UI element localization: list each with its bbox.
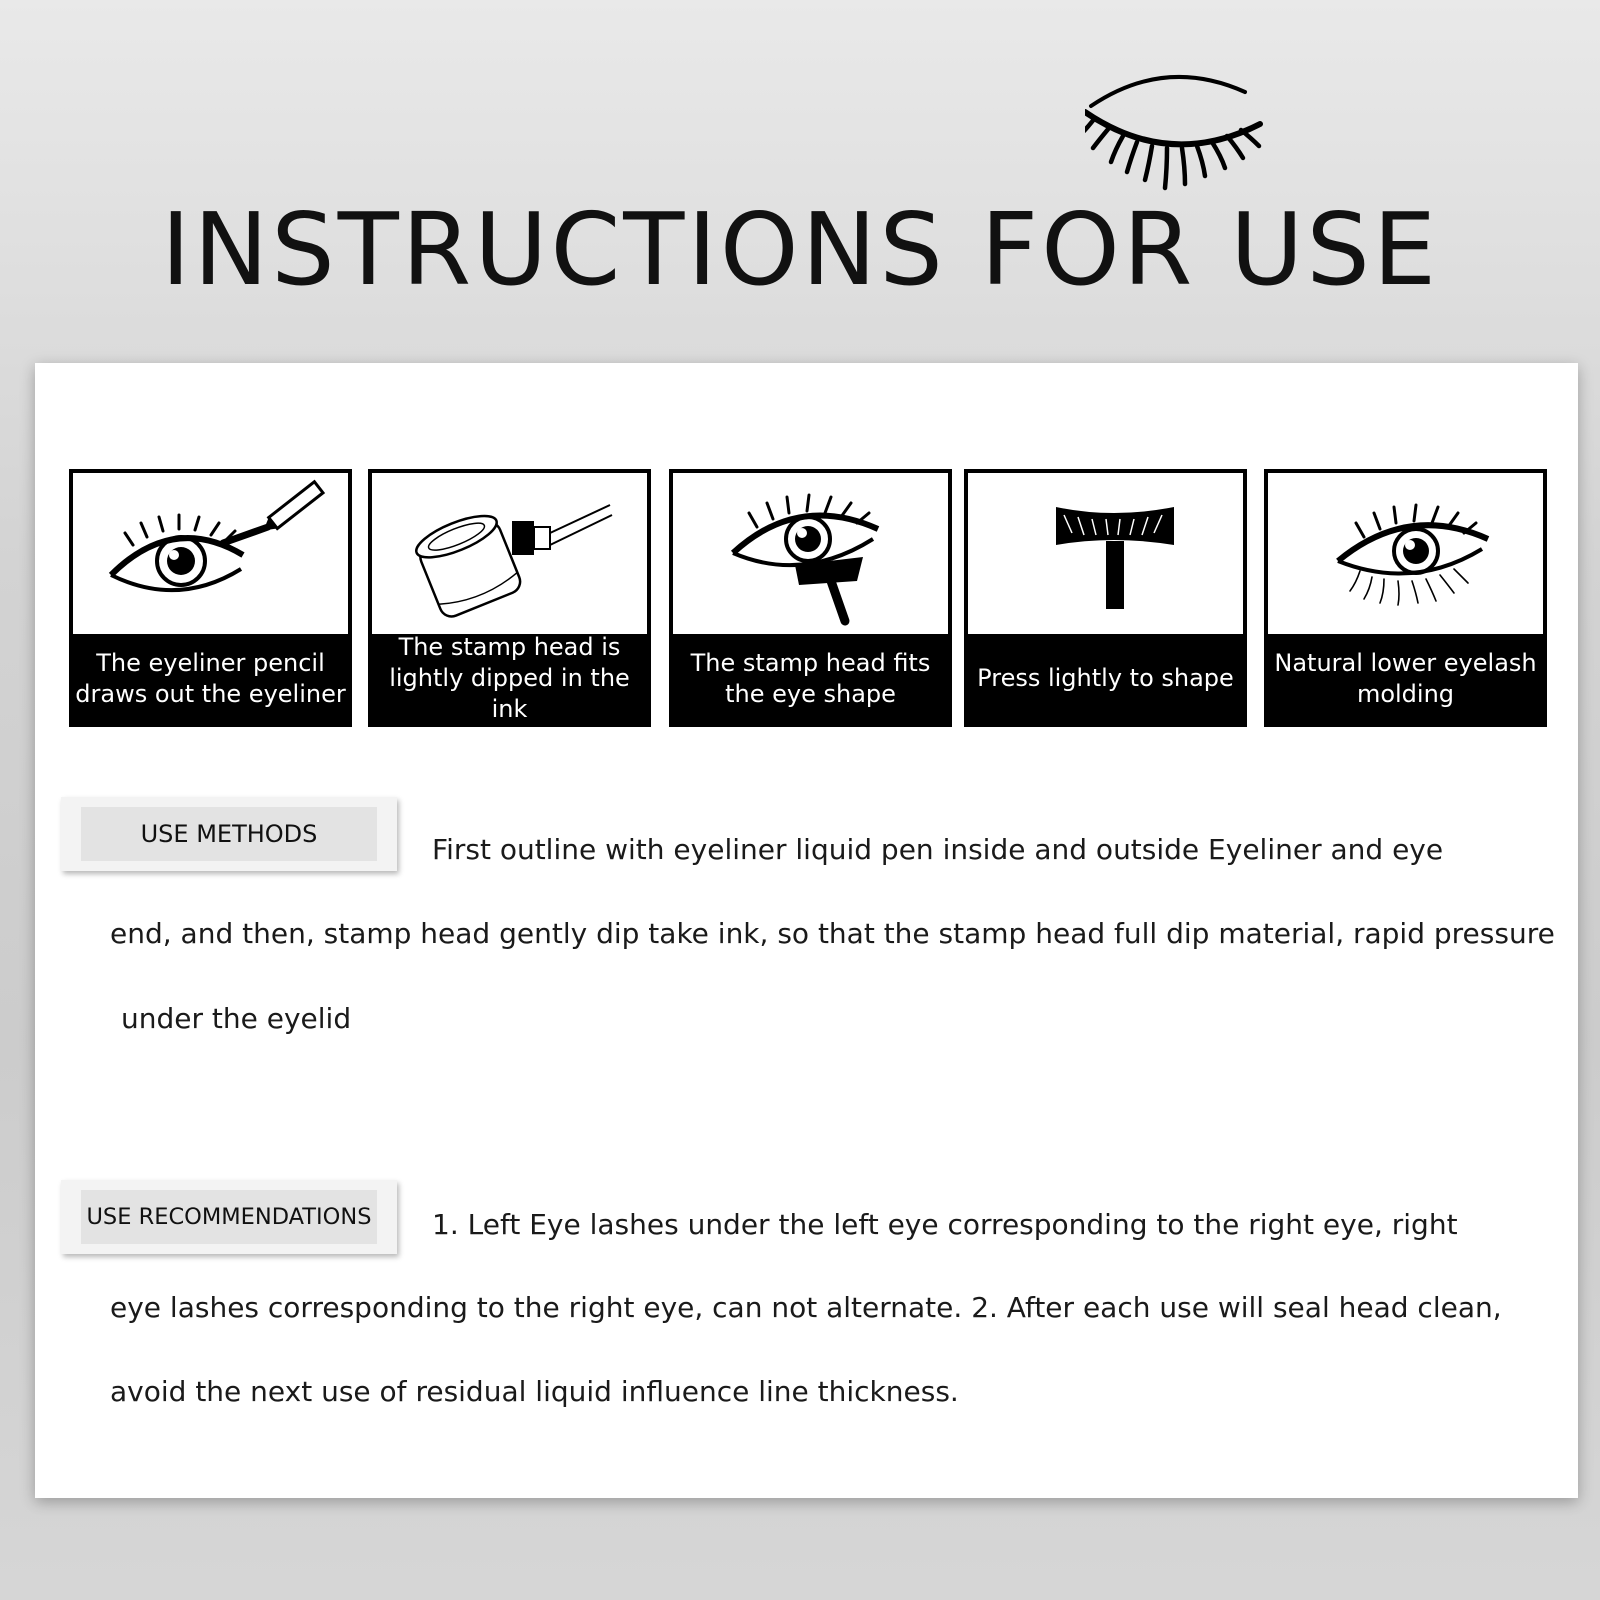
use-methods-text-line: First outline with eyeliner liquid pen inside and outside Eyeliner and eye <box>432 833 1444 866</box>
step-caption: Press lightly to shape <box>968 634 1243 723</box>
use-recommendations-text-line: eye lashes corresponding to the right eye, can not alternate. 2. After each use will seal head clean, <box>110 1291 1502 1324</box>
use-recommendations-label-box <box>61 1180 397 1254</box>
eye-with-eyeliner-pen-icon <box>73 473 348 638</box>
stamp-and-ink-jar-icon <box>372 473 647 638</box>
use-methods-label-box <box>61 797 397 871</box>
step-2 <box>368 469 651 727</box>
use-recommendations-text-line: avoid the next use of residual liquid influence line thickness. <box>110 1375 959 1408</box>
use-methods-label: USE METHODS <box>81 807 377 861</box>
step-caption: The stamp head is lightly dipped in the ink <box>372 634 647 723</box>
step-caption: The stamp head fits the eye shape <box>673 634 948 723</box>
step-3 <box>669 469 952 727</box>
use-recommendations-label: USE RECOMMENDATIONS <box>81 1190 377 1244</box>
use-methods-text-line: under the eyelid <box>121 1002 352 1035</box>
step-4 <box>964 469 1247 727</box>
instructions-card <box>35 363 1578 1498</box>
eye-with-lower-lashes-icon <box>1268 473 1543 638</box>
step-5 <box>1264 469 1547 727</box>
lash-stamp-icon <box>968 473 1243 638</box>
page-title: INSTRUCTIONS FOR USE <box>160 191 1440 308</box>
use-methods-text-line: end, and then, stamp head gently dip take ink, so that the stamp head full dip material, rapid pressure <box>110 917 1555 950</box>
closed-eye-lashes-icon <box>1085 62 1275 202</box>
step-caption: The eyeliner pencil draws out the eyeliner <box>73 634 348 723</box>
step-caption: Natural lower eyelash molding <box>1268 634 1543 723</box>
step-strip <box>69 469 1547 727</box>
step-1 <box>69 469 352 727</box>
use-recommendations-text-line: 1. Left Eye lashes under the left eye corresponding to the right eye, right <box>432 1208 1458 1241</box>
stamp-on-eye-icon <box>673 473 948 638</box>
